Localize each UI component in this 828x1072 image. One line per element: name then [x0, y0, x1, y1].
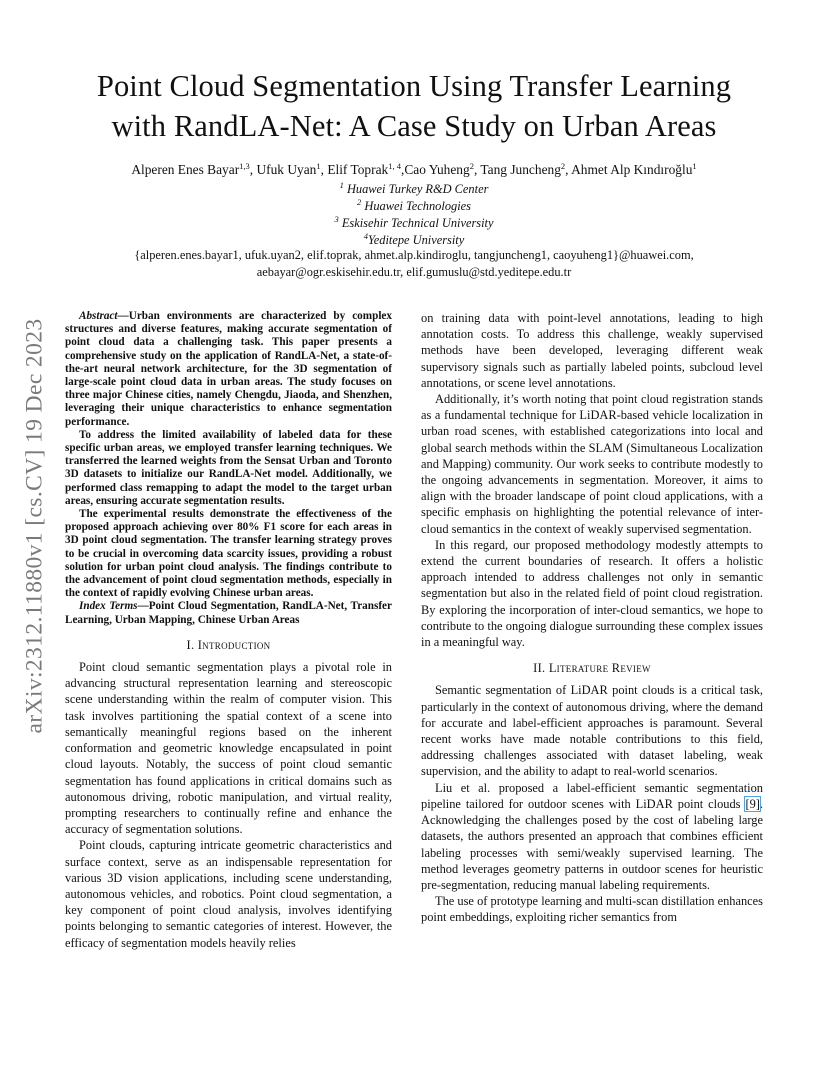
author-2: Ufuk Uyan$^1$,	[256, 161, 328, 177]
author-emails	[0, 247, 828, 281]
right-column	[421, 310, 763, 926]
emails-line-1: {alperen.enes.bayar1, ufuk.uyan2, elif.toprak, ahmet.alp.kindiroglu, tangjuncheng1, caoyuheng1}@huawei.com,	[134, 248, 694, 262]
title-line-1: Point Cloud Segmentation Using Transfer Learning	[96, 69, 732, 103]
abstract-label: Abstract	[79, 310, 118, 322]
affiliation-3: $^3$ Eskisehir Technical University	[334, 214, 494, 230]
author-5: Tang Juncheng$^2$,	[480, 161, 572, 177]
intro-paragraph-continued: on training data with point-level annotations, leading to high annotation costs. To address this challenge, weakly supervised methods have been developed, leveraging different weak supervisory signals such as partially labeled points, subcloud level annotations, or scene level annotations.	[421, 311, 763, 390]
author-1: Alperen Enes Bayar$^{1,3}$,	[131, 161, 257, 177]
title-line-2: with RandLA-Net: A Case Study on Urban Areas	[111, 109, 717, 143]
arxiv-identifier: arXiv:2312.11880v1 [cs.CV] 19 Dec 2023	[21, 318, 48, 734]
intro-paragraph-4: In this regard, our proposed methodology modestly attempts to extend the current boundaries of research. It offers a holistic approach intended to address challenges not only in semantic segmentation but also in the related field of point cloud registration. By exploring the incorporation of inter-cloud semantics, we hope to contribute to the ongoing dialogue surrounding these complex issues in a meaningful way.	[421, 537, 763, 650]
affiliation-4: $^4$Yeditepe University	[363, 231, 465, 247]
affiliation-2: $^2$ Huawei Technologies	[357, 197, 471, 213]
section-heading-literature-review: II. Literature Review	[533, 661, 651, 676]
emails-line-2: aebayar@ogr.eskisehir.edu.tr, elif.gumuslu@std.yeditepe.edu.tr	[256, 265, 572, 279]
abstract-paragraph-3: The experimental results demonstrate the effectiveness of the proposed approach achieving over 80% F1 score for each areas in 3D point cloud segmentation. The transfer learning strategy proves to be crucial in overcoming data scarcity issues, providing a robust solution for urban point cloud analysis. The findings contribute to the advancement of point cloud segmentation methods, especially in the context of rapidly evolving Chinese urban areas.	[65, 508, 392, 600]
left-column	[65, 310, 392, 951]
abstract-paragraph-2: To address the limited availability of labeled data for these specific urban areas, we employed transfer learning techniques. We transferred the learned weights from the Sensat Urban and Toronto 3D datasets to initialize our RandLA-Net model. Additionally, we performed class remapping to adapt the model to the target urban areas, ensuring accurate segmentation results.	[65, 428, 392, 507]
literature-paragraph-3: The use of prototype learning and multi-scan distillation enhances point embeddings, exploiting richer semantics from	[421, 894, 763, 925]
author-4: Cao Yuheng$^2$,	[404, 161, 481, 177]
affiliations	[0, 181, 828, 249]
intro-paragraph-2: Point clouds, capturing intricate geometric characteristics and surface context, serve as an indispensable representation for various 3D vision applications, including scene understanding, autonomous vehicles, and robotics. Point cloud segmentation, a key component of point cloud analysis, involves identifying points belonging to semantic categories of interest. However, the efficacy of segmentation models heavily relies	[65, 838, 392, 950]
paper-title	[0, 66, 828, 146]
index-terms: Index Terms—Point Cloud Segmentation, RandLA-Net, Transfer Learning, Urban Mapping, Chinese Urban Areas	[65, 600, 392, 626]
intro-paragraph-1: Point cloud semantic segmentation plays a pivotal role in advancing structural representation learning and stereoscopic scene understanding within the realm of computer vision. This task involves partitioning the spatial context of a scene into semantically meaningful regions based on the inherent conformation and geometric knowledge encapsulated in point cloud layouts. Notably, the success of point cloud semantic segmentation has found applications in critical domains such as autonomous driving, robotic manipulation, and virtual reality, prompting researchers to continually refine and enhance the accuracy of segmentation solutions.	[65, 660, 392, 837]
author-3: Elif Toprak$^{1, 4}$,	[327, 161, 405, 177]
literature-paragraph-1: Semantic segmentation of LiDAR point clouds is a critical task, particularly in the context of autonomous driving, where the demand for accurate and label-efficient approaches is paramount. Several recent works have made notable contributions to this field, addressing challenges associated with dataset labeling, weak supervision, and the ability to adapt to real-world scenarios.	[421, 683, 763, 779]
author-list	[0, 161, 828, 178]
intro-paragraph-3: Additionally, it’s worth noting that point cloud registration stands as a fundamental technique for LiDAR-based vehicle localization in urban road scenes, with established categorizations into local and global search methods within the SLAM (Simultaneous Localization and Mapping) community. Our work seeks to contribute modestly to the ongoing advancements in segmentation. Moreover, it aims to align with the broader landscape of point cloud applications, with a specific emphasis on highlighting the potential relevance of inter-cloud semantics in the context of weakly supervised segmentation.	[421, 392, 763, 536]
abstract-paragraph-1: Abstract—Urban environments are characterized by complex structures and diverse features, making accurate segmentation of point cloud data a challenging task. This paper presents a comprehensive study on the application of RandLA-Net, a state-of-the-art neural network architecture, for the 3D segmentation of large-scale point cloud data in urban areas. The study focuses on three major Chinese cities, namely Chengdu, Jiaoda, and Shenzhen, leveraging their unique characteristics to enhance segmentation performance.	[65, 310, 392, 428]
literature-paragraph-2: Liu et al. proposed a label-efficient semantic segmentation pipeline tailored for outdoor scenes with LiDAR point clouds [9]. Acknowledging the challenges posed by the cost of labeling large datasets, the authors presented an approach that combines efficient labeling processes with semi/weakly supervised learning. The method leverages geometry patterns in outdoor scenes for heuristic pre-segmentation, reducing manual labeling requirements.	[421, 780, 763, 892]
arxiv-stamp	[22, 290, 48, 762]
index-terms-label: Index Terms	[79, 600, 138, 613]
section-heading-introduction: I. Introduction	[186, 637, 271, 652]
affiliation-1: $^1$ Huawei Turkey R&D Center	[339, 180, 489, 196]
author-6: Ahmet Alp Kındıroğlu$^1$	[571, 161, 697, 177]
citation-link[interactable]: [9]	[745, 796, 760, 811]
